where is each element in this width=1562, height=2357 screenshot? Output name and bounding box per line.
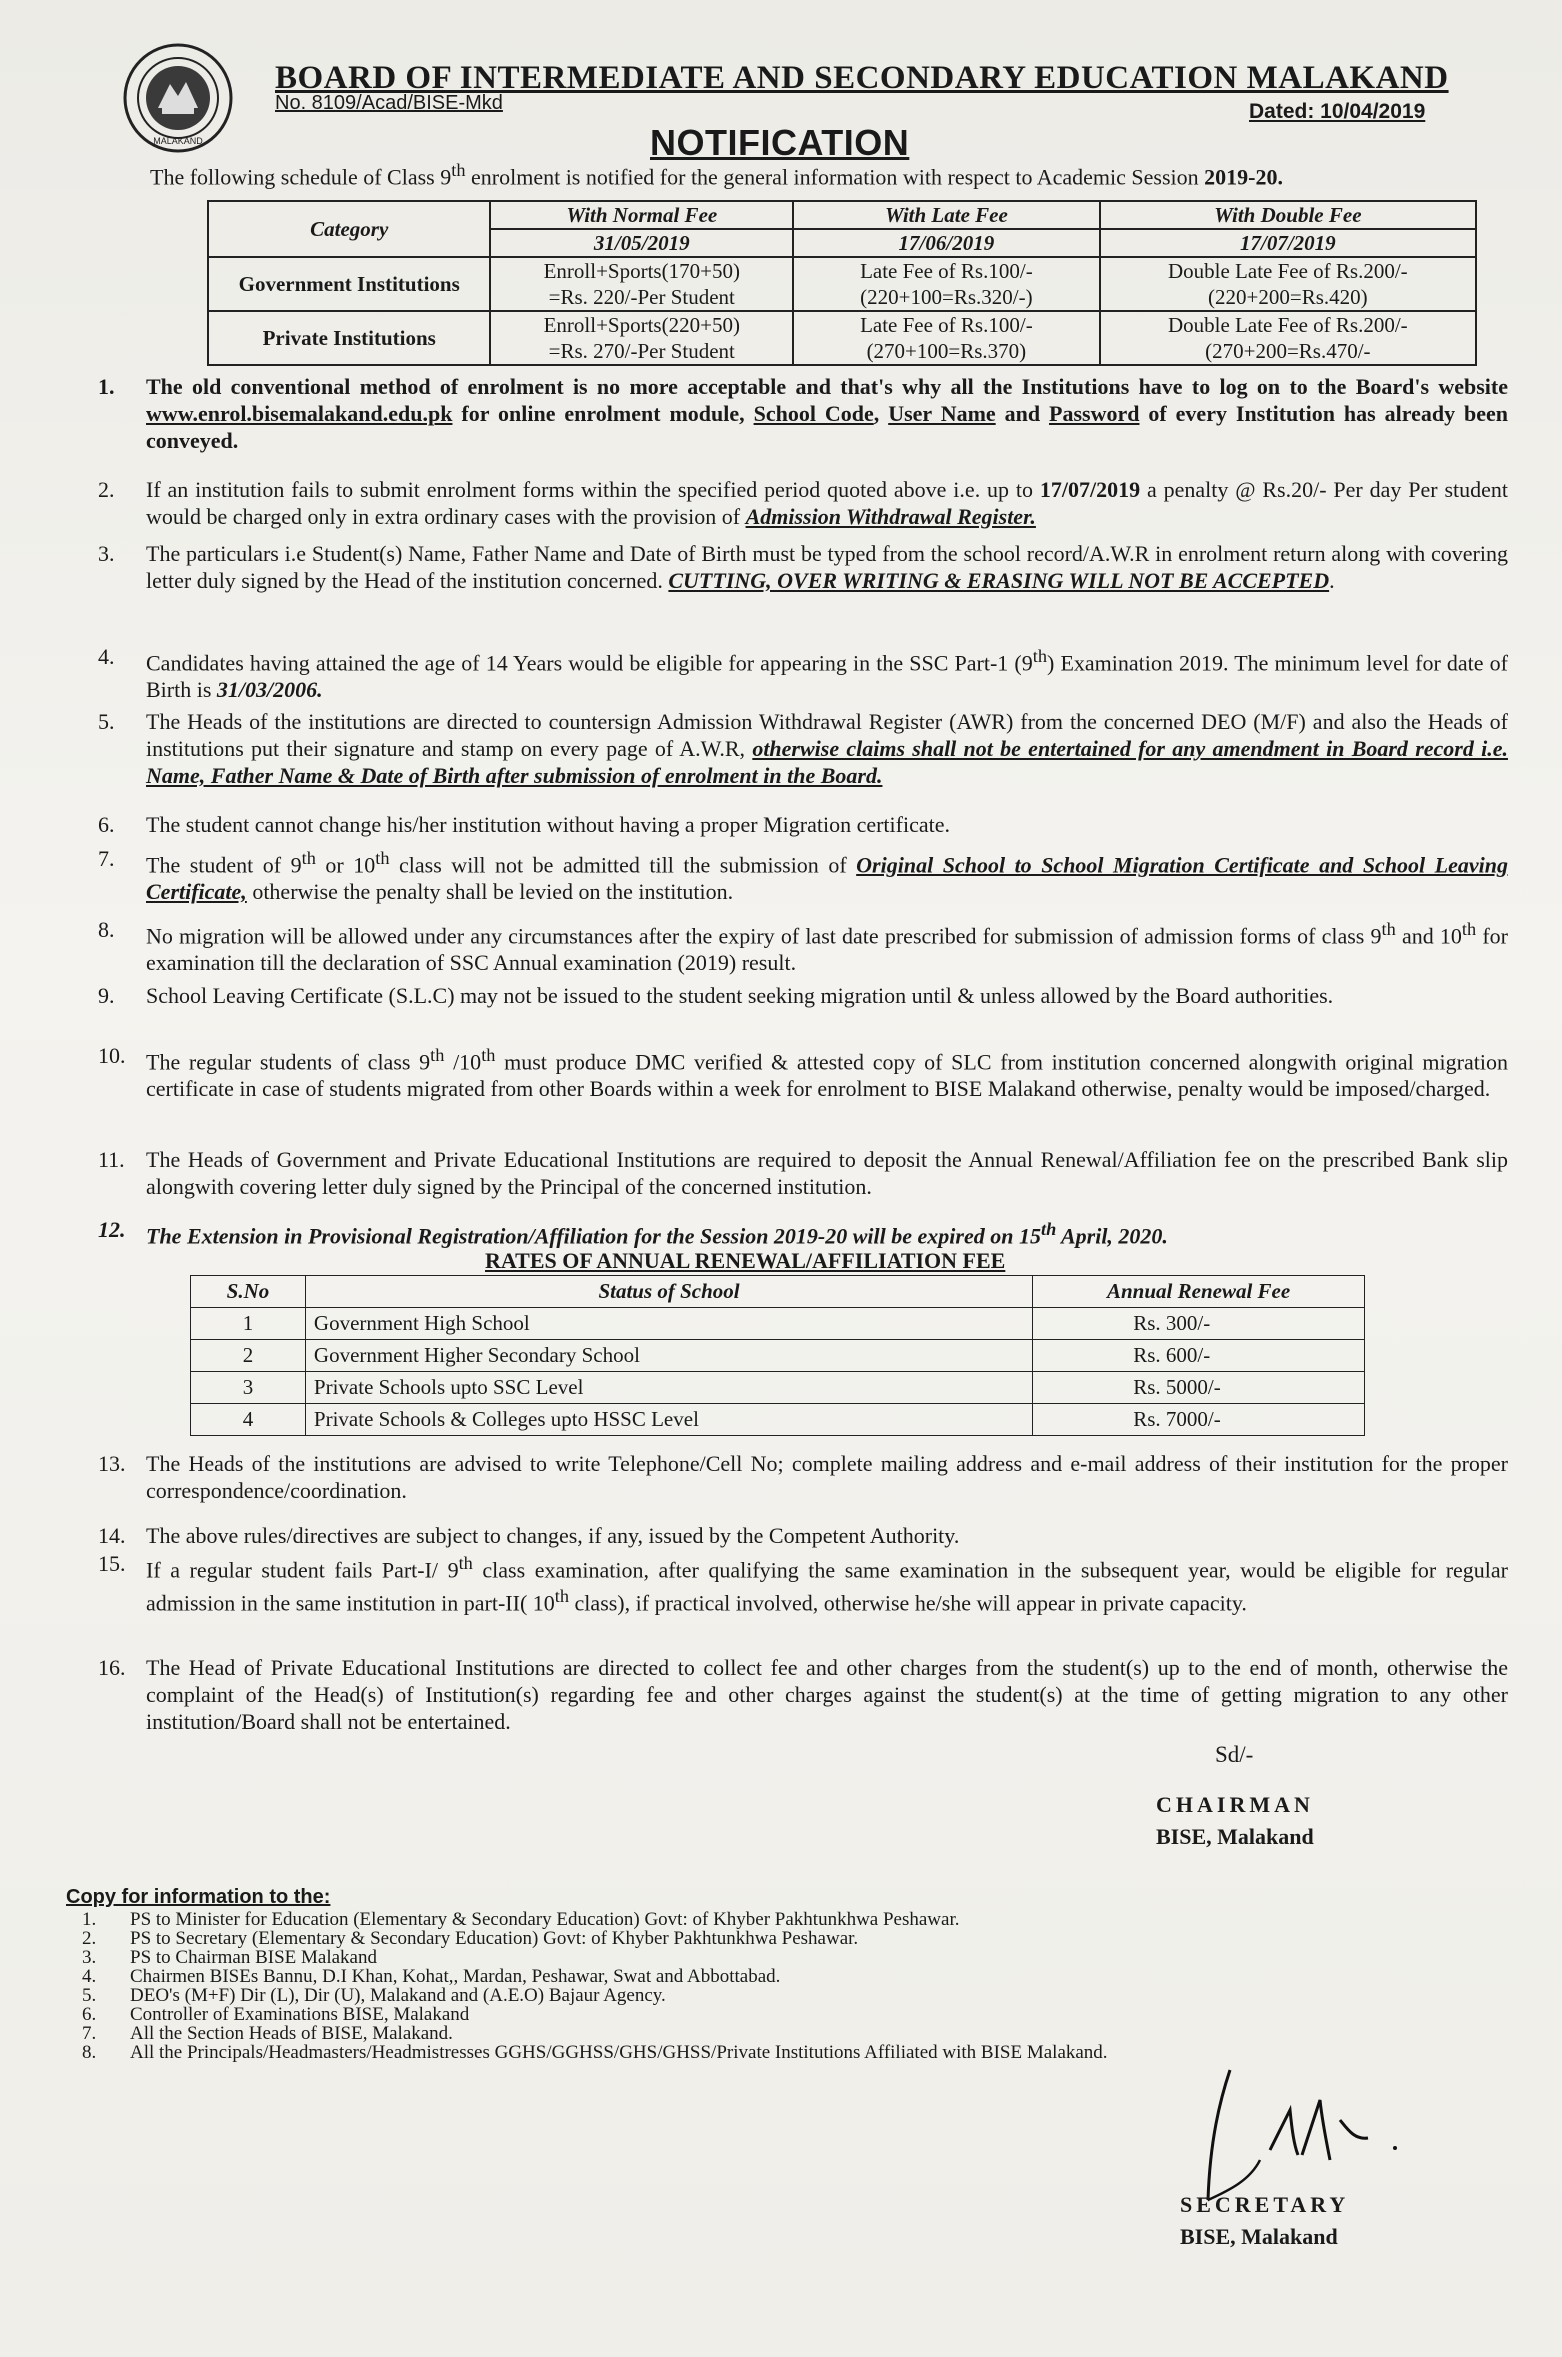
normal-fee-cell: Enroll+Sports(170+50) =Rs. 220/-Per Student [490,257,793,311]
list-item: 5. DEO's (M+F) Dir (L), Dir (U), Malakand and (A.E.O) Bajaur Agency. [82,1985,666,2006]
status-cell: Private Schools & Colleges upto HSSC Level [305,1404,1032,1436]
list-item: 7. All the Section Heads of BISE, Malakand. [82,2023,453,2044]
list-item: 2. PS to Secretary (Elementary & Secondary Education) Govt: of Khyber Pakhtunkhwa Peshawar. [82,1928,859,1949]
rates-title: RATES OF ANNUAL RENEWAL/AFFILIATION FEE [485,1248,1006,1273]
chairman-title: CHAIRMAN [1156,1792,1314,1817]
dated: Dated: 10/04/2019 [1249,100,1426,123]
table-header-row [191,1276,1365,1308]
point-10: 10. The regular students of class 9th /10th must produce DMC verified & attested copy of SLC from institution concerned alongwith original migration certificate in case of students migrated from other Boards within a week for enrolment to BISE Malakand otherwise, penalty would be imposed/charged. [98,1043,1508,1102]
website-link[interactable]: www.enrol.bisemalakand.edu.pk [146,401,453,426]
sno-cell: 1 [191,1308,306,1340]
double-fee-header: With Double Fee [1100,201,1476,229]
sd-mark: Sd/- [1215,1742,1254,1767]
status-cell: Government High School [305,1308,1032,1340]
point-8: 8. No migration will be allowed under any circumstances after the expiry of last date prescribed for submission of admission forms of class 9th and 10th for examination till the declaration of SSC Annual examination (2019) result. [98,917,1508,976]
intro-text: The following schedule of Class 9th enrolment is notified for the general information with respect to Academic Session 2019-20. [150,160,1283,190]
list-item: 3. PS to Chairman BISE Malakand [82,1947,377,1968]
point-15: 15. If a regular student fails Part-I/ 9th class examination, after qualifying the same examination in the subsequent year, would be eligible for regular admission in the same institution in part-II( 10th class), if practical involved, otherwise he/she will appear in private capacity. [98,1551,1508,1616]
fee-cell: Rs. 300/- [1033,1308,1365,1340]
point-7: 7. The student of 9th or 10th class will not be admitted till the submission of Original School to School Migration Certificate and School Leaving Certificate, otherwise the penalty shall be levied on the institution. [98,846,1508,905]
category-header: Category [208,201,490,257]
point-3: 3. The particulars i.e Student(s) Name, Father Name and Date of Birth must be typed from the school record/A.W.R in enrolment return along with covering letter duly signed by the Head of the institution concerned. CUTTING, OVER WRITING & ERASING WILL NOT BE ACCEPTED. [98,541,1508,593]
normal-fee-header: With Normal Fee [490,201,793,229]
normal-fee-date: 31/05/2019 [490,229,793,257]
table-row [191,1404,1365,1436]
category-cell: Government Institutions [208,257,490,311]
sno-cell: 2 [191,1340,306,1372]
double-fee-cell: Double Late Fee of Rs.200/- (220+200=Rs.420) [1100,257,1476,311]
list-item: 6. Controller of Examinations BISE, Malakand [82,2004,470,2025]
rates-table [190,1275,1365,1436]
sno-cell: 3 [191,1372,306,1404]
table-header-row [208,201,1476,229]
schedule-table [207,200,1477,366]
late-fee-cell: Late Fee of Rs.100/- (220+100=Rs.320/-) [793,257,1100,311]
sno-header: S.No [191,1276,306,1308]
fee-header: Annual Renewal Fee [1033,1276,1365,1308]
status-cell: Government Higher Secondary School [305,1340,1032,1372]
table-row [191,1340,1365,1372]
point-1: 1. The old conventional method of enrolment is no more acceptable and that's why all the Institutions have to log on to the Board's website www.enrol.bisemalakand.edu.pk for online enrolment module, School Code, User Name and Password of every Institution has already been conveyed. [98,374,1508,453]
status-header: Status of School [305,1276,1032,1308]
point-13: 13. The Heads of the institutions are advised to write Telephone/Cell No; complete mailing address and e-mail address of their institution for the proper correspondence/coordination. [98,1451,1508,1503]
secretary-title: SECRETARY [1180,2192,1350,2217]
reference-number: No. 8109/Acad/BISE-Mkd [275,92,503,114]
point-6: 6. The student cannot change his/her institution without having a proper Migration certificate. [98,812,950,837]
double-fee-date: 17/07/2019 [1100,229,1476,257]
chairman-office: BISE, Malakand [1156,1824,1314,1849]
point-4: 4. Candidates having attained the age of 14 Years would be eligible for appearing in the SSC Part-1 (9th) Examination 2019. The minimum level for date of Birth is 31/03/2006. [98,644,1508,703]
normal-fee-cell: Enroll+Sports(220+50) =Rs. 270/-Per Student [490,311,793,365]
table-row [191,1308,1365,1340]
sno-cell: 4 [191,1404,306,1436]
fee-cell: Rs. 600/- [1033,1340,1365,1372]
status-cell: Private Schools upto SSC Level [305,1372,1032,1404]
board-name: BOARD OF INTERMEDIATE AND SECONDARY EDUCATION MALAKAND [275,60,1449,96]
point-2: 2. If an institution fails to submit enrolment forms within the specified period quoted above i.e. up to 17/07/2019 a penalty @ Rs.20/- Per day Per student would be charged only in extra ordinary cases with the provision of Admission Withdrawal Register. [98,477,1508,529]
secretary-signature [1190,2060,1420,2210]
svg-text:MALAKAND: MALAKAND [153,136,203,146]
board-seal-logo [122,42,234,154]
list-item: 1. PS to Minister for Education (Elementary & Secondary Education) Govt: of Khyber Pakhtunkhwa Peshawar. [82,1909,960,1930]
table-row [191,1372,1365,1404]
point-11: 11. The Heads of Government and Private Educational Institutions are required to deposit the Annual Renewal/Affiliation fee on the prescribed Bank slip alongwith covering letter duly signed by the Principal of the concerned institution. [98,1147,1508,1199]
fee-cell: Rs. 5000/- [1033,1372,1365,1404]
list-item: 4. Chairmen BISEs Bannu, D.I Khan, Kohat,, Mardan, Peshawar, Swat and Abbottabad. [82,1966,781,1987]
page-title: NOTIFICATION [650,122,910,163]
point-16: 16. The Head of Private Educational Institutions are directed to collect fee and other charges from the student(s) up to the end of month, otherwise the complaint of the Head(s) of Institution(s) regarding fee and other charges against the student(s) at the time of getting migration to any other institution/Board shall not be entertained. [98,1655,1508,1734]
late-fee-date: 17/06/2019 [793,229,1100,257]
secretary-office: BISE, Malakand [1180,2224,1338,2249]
copy-title: Copy for information to the: [66,1886,331,1908]
copy-list [82,1910,1108,2062]
late-fee-header: With Late Fee [793,201,1100,229]
table-row [208,257,1476,311]
list-item: 8. All the Principals/Headmasters/Headmistresses GGHS/GGHSS/GHS/GHSS/Private Institutions Affiliated with BISE Malakand. [82,2042,1108,2063]
point-5: 5. The Heads of the institutions are directed to countersign Admission Withdrawal Register (AWR) from the concerned DEO (M/F) and also the Heads of institutions put their signature and stamp on every page of A.W.R, otherwise claims shall not be entertained for any amendment in Board record i.e. Name, Father Name & Date of Birth after submission of enrolment in the Board. [98,709,1508,788]
late-fee-cell: Late Fee of Rs.100/- (270+100=Rs.370) [793,311,1100,365]
fee-cell: Rs. 7000/- [1033,1404,1365,1436]
table-row [208,311,1476,365]
point-12: 12. The Extension in Provisional Registration/Affiliation for the Session 2019-20 will be expired on 15th April, 2020. [98,1217,1168,1249]
point-14: 14. The above rules/directives are subject to changes, if any, issued by the Competent Authority. [98,1523,960,1548]
double-fee-cell: Double Late Fee of Rs.200/- (270+200=Rs.470/- [1100,311,1476,365]
category-cell: Private Institutions [208,311,490,365]
point-9: 9. School Leaving Certificate (S.L.C) may not be issued to the student seeking migration until & unless allowed by the Board authorities. [98,983,1334,1008]
